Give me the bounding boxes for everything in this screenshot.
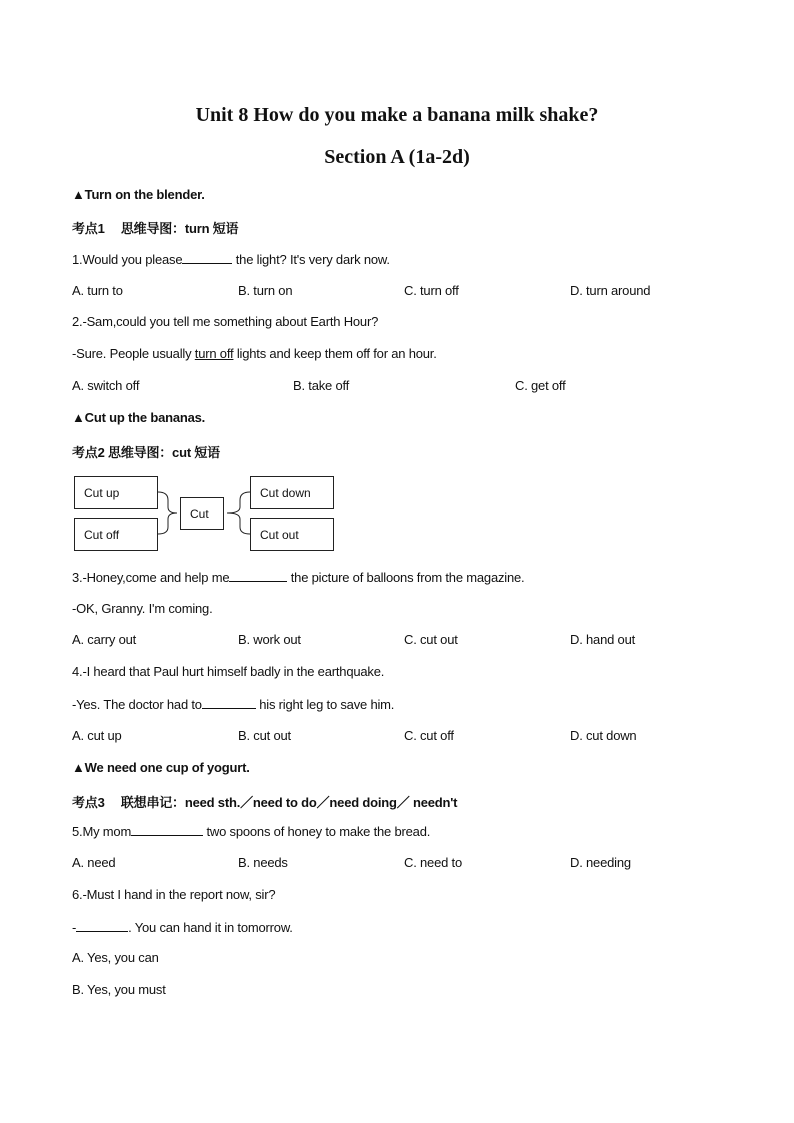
point-heading-1: 考点1 思维导图：turn 短语	[72, 221, 239, 236]
answer-blank-3	[229, 569, 287, 582]
q5-option-a: A. need	[72, 855, 116, 870]
q1-option-b: B. turn on	[238, 283, 293, 298]
question-1-text-post: the light? It's very dark now.	[232, 252, 390, 267]
diagram-box-cut-off: Cut off	[74, 518, 158, 551]
left-brace	[158, 492, 177, 534]
diagram-box-cut-center: Cut	[180, 497, 224, 530]
question-2-underlined: turn off	[194, 346, 234, 361]
question-3-text-pre: 3.-Honey,come and help me	[72, 570, 230, 585]
q6-option-b: B. Yes, you must	[72, 982, 166, 997]
q5-option-c: C. need to	[404, 855, 462, 870]
question-2-text-pre: -Sure. People usually	[72, 346, 195, 361]
question-1-text-pre: 1.Would you please	[72, 252, 183, 267]
question-6-text-pre: -	[72, 920, 77, 935]
question-2-line-1: 2.-Sam,could you tell me something about Earth Hour?	[72, 314, 379, 329]
q5-option-b: B. needs	[238, 855, 288, 870]
q5-option-d: D. needing	[570, 855, 631, 870]
point-heading-3: 考点3 联想串记：need sth.／need to do／need doing／ needn't	[72, 795, 458, 810]
q6-option-a: A. Yes, you can	[72, 950, 159, 965]
question-6-text-post: . You can hand it in tomorrow.	[128, 920, 293, 935]
q1-option-d: D. turn around	[570, 283, 651, 298]
q4-option-d: D. cut down	[570, 728, 637, 743]
diagram-box-cut-down: Cut down	[250, 476, 334, 509]
q4-option-b: B. cut out	[238, 728, 291, 743]
diagram-box-cut-up: Cut up	[74, 476, 158, 509]
q3-option-a: A. carry out	[72, 632, 137, 647]
question-4-text-pre: -Yes. The doctor had to	[72, 697, 202, 712]
question-3-line-2: -OK, Granny. I'm coming.	[72, 601, 213, 616]
q2-option-a: A. switch off	[72, 378, 140, 393]
question-5-text-post: two spoons of honey to make the bread.	[203, 824, 431, 839]
question-6-line-1: 6.-Must I hand in the report now, sir?	[72, 887, 276, 902]
right-brace	[227, 492, 250, 534]
answer-blank-6	[76, 919, 128, 932]
question-2-text-post: lights and keep them off for an hour.	[233, 346, 437, 361]
question-5-text-pre: 5.My mom	[72, 824, 132, 839]
question-4-text-post: his right leg to save him.	[255, 697, 395, 712]
answer-blank-4	[202, 696, 256, 709]
question-5	[72, 823, 430, 839]
q4-option-c: C. cut off	[404, 728, 454, 743]
sentence-heading-2: ▲Cut up the bananas.	[72, 410, 206, 425]
question-3-text-post: the picture of balloons from the magazine.	[287, 570, 525, 585]
q1-option-a: A. turn to	[72, 283, 123, 298]
q3-option-c: C. cut out	[404, 632, 458, 647]
diagram-box-cut-out: Cut out	[250, 518, 334, 551]
q3-option-d: D. hand out	[570, 632, 636, 647]
question-4-line-2	[72, 696, 394, 712]
q4-option-a: A. cut up	[72, 728, 122, 743]
question-3	[72, 569, 524, 585]
page-subtitle: Section A (1a-2d)	[324, 146, 470, 168]
question-4-line-1: 4.-I heard that Paul hurt himself badly in the earthquake.	[72, 664, 385, 679]
q3-option-b: B. work out	[238, 632, 301, 647]
answer-blank-5	[131, 823, 203, 836]
q1-option-c: C. turn off	[404, 283, 459, 298]
sentence-heading-1: ▲Turn on the blender.	[72, 187, 205, 202]
page-title: Unit 8 How do you make a banana milk shake?	[195, 104, 599, 126]
question-6-line-2	[72, 919, 293, 935]
q2-option-c: C. get off	[515, 378, 566, 393]
q2-option-b: B. take off	[293, 378, 350, 393]
sentence-heading-3: ▲We need one cup of yogurt.	[72, 760, 250, 775]
point-heading-2: 考点2 思维导图：cut 短语	[72, 445, 220, 460]
